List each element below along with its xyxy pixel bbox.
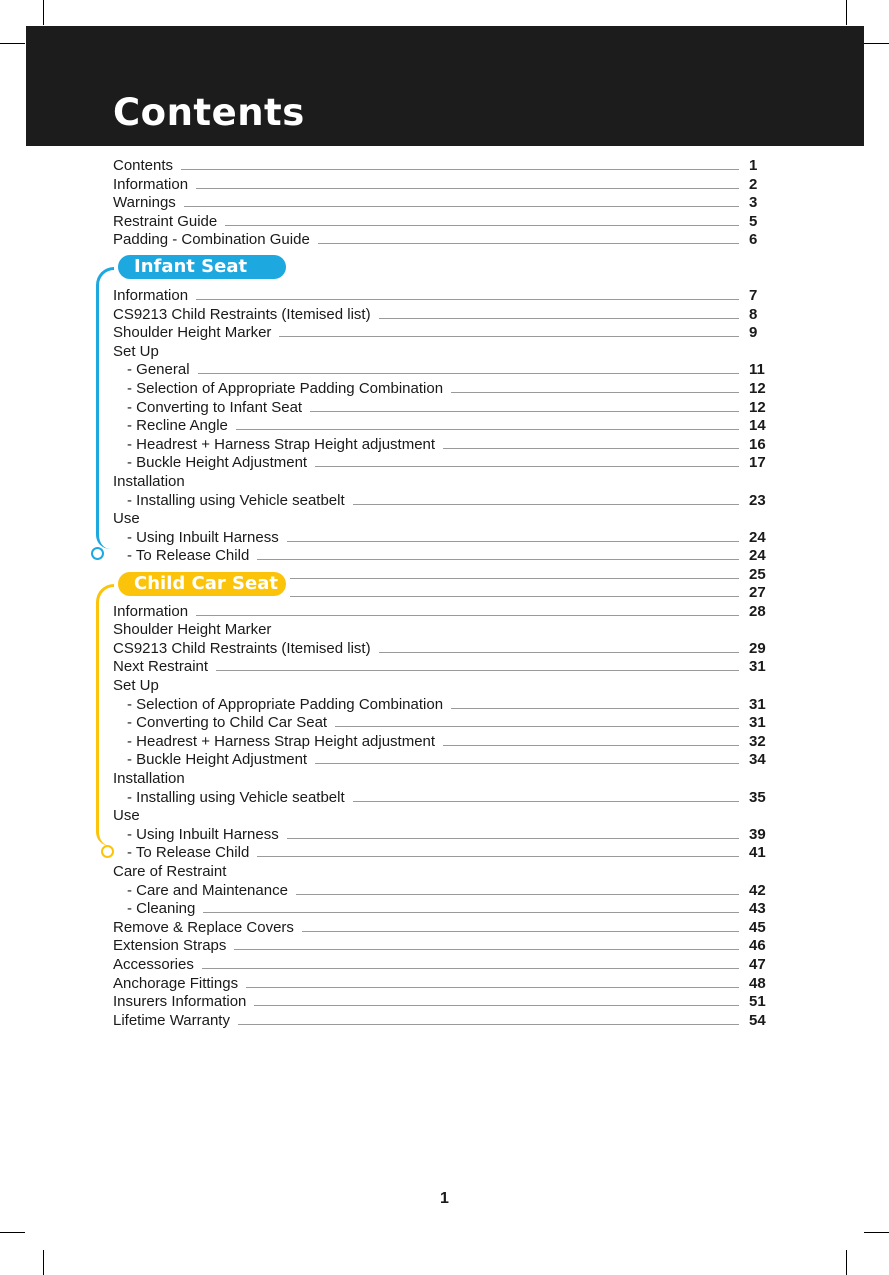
toc-entry[interactable]	[0, 547, 889, 565]
dot-leader	[196, 615, 739, 616]
toc-entry[interactable]	[0, 306, 889, 324]
toc-entry-label: Shoulder Height Marker	[113, 621, 277, 639]
dot-leader	[234, 949, 739, 950]
toc-entry[interactable]	[0, 677, 889, 695]
toc-entry-label: - Headrest + Harness Strap Height adjustment	[127, 436, 441, 454]
toc-entry-label: Lifetime Warranty	[113, 1012, 236, 1030]
toc-entry-page-number: 24	[749, 547, 766, 565]
dot-leader	[315, 466, 739, 467]
toc-entry[interactable]	[0, 751, 889, 769]
toc-entry-page-number: 32	[749, 732, 766, 750]
dot-leader	[181, 169, 739, 170]
page-title: Contents	[113, 91, 305, 134]
toc-entry-label: Set Up	[113, 677, 165, 695]
toc-entry-page-number: 48	[749, 974, 766, 992]
toc-entry[interactable]	[0, 696, 889, 714]
dot-leader	[318, 243, 739, 244]
toc-entry-page-number: 35	[749, 788, 766, 806]
toc-entry-label: Contents	[113, 157, 179, 175]
toc-entry-label: Shoulder Height Marker	[113, 324, 277, 342]
child-car-seat-heading: Child Car Seat	[118, 572, 286, 596]
toc-entry[interactable]	[0, 584, 889, 602]
toc-entry-label: Set Up	[113, 343, 165, 361]
toc-entry[interactable]	[0, 529, 889, 547]
toc-entry-page-number: 51	[749, 993, 766, 1011]
toc-entry[interactable]	[0, 399, 889, 417]
toc-entry[interactable]	[0, 361, 889, 379]
toc-entry-page-number: 29	[749, 639, 766, 657]
dot-leader	[443, 745, 739, 746]
toc-entry[interactable]	[0, 621, 889, 639]
dot-leader	[216, 670, 739, 671]
toc-entry-page-number: 41	[749, 844, 766, 862]
toc-entry-page-number: 24	[749, 528, 766, 546]
toc-entry-page-number: 14	[749, 417, 766, 435]
toc-entry-label: - Selection of Appropriate Padding Combination	[127, 380, 449, 398]
toc-entry[interactable]	[0, 510, 889, 528]
dot-leader	[353, 504, 739, 505]
dot-leader	[196, 299, 739, 300]
toc-entry[interactable]	[0, 436, 889, 454]
toc-entry-page-number: 16	[749, 435, 766, 453]
toc-entry-label: Information	[113, 176, 194, 194]
dot-leader	[335, 726, 739, 727]
toc-entry-label: - Installing using Vehicle seatbelt	[127, 789, 351, 807]
toc-entry[interactable]	[0, 213, 889, 231]
page-number: 1	[440, 1190, 449, 1207]
toc-entry-label: - Using Inbuilt Harness	[127, 826, 285, 844]
toc-entry-label: Installation	[113, 473, 191, 491]
dot-leader	[379, 652, 739, 653]
dot-leader	[353, 801, 739, 802]
toc-entry-label: - Cleaning	[127, 900, 201, 918]
dot-leader	[184, 206, 739, 207]
toc-entry-label: Extension Straps	[113, 937, 232, 955]
toc-entry-label: Restraint Guide	[113, 213, 223, 231]
toc-entry[interactable]	[0, 789, 889, 807]
toc-entry-label: Installation	[113, 770, 191, 788]
toc-entry-label: - Using Inbuilt Harness	[127, 529, 285, 547]
toc-entry[interactable]	[0, 975, 889, 993]
toc-entry-page-number: 12	[749, 380, 766, 397]
dot-leader	[451, 708, 739, 709]
toc-entry-label: Accessories	[113, 956, 200, 974]
toc-entry[interactable]	[0, 194, 889, 212]
toc-entry-label: Insurers Information	[113, 993, 252, 1011]
toc-entry-page-number: 46	[749, 937, 766, 955]
toc-entry-page-number: 39	[749, 825, 766, 843]
toc-entry-label: Remove & Replace Covers	[113, 919, 300, 937]
toc-entry[interactable]	[0, 658, 889, 676]
toc-entry[interactable]	[0, 1012, 889, 1030]
toc-entry-label: - Buckle Height Adjustment	[127, 454, 313, 472]
dot-leader	[279, 336, 739, 337]
dot-leader	[287, 838, 739, 839]
toc-entry-page-number: 7	[749, 287, 758, 304]
toc-entry-page-number: 12	[749, 398, 766, 416]
toc-entry[interactable]	[0, 287, 889, 305]
toc-entry-label: - Installing using Vehicle seatbelt	[127, 492, 351, 510]
dot-leader	[315, 763, 739, 764]
toc-entry-page-number: 27	[749, 584, 766, 601]
toc-entry[interactable]	[0, 956, 889, 974]
toc-entry[interactable]	[0, 157, 889, 175]
dot-leader	[202, 968, 739, 969]
toc-entry-label: - Converting to Child Car Seat	[127, 714, 333, 732]
toc-entry[interactable]	[0, 882, 889, 900]
toc-entry-page-number: 31	[749, 695, 766, 713]
toc-entry[interactable]	[0, 603, 889, 621]
dot-leader	[257, 856, 739, 857]
toc-entry-page-number: 23	[749, 491, 766, 509]
toc-entry-page-number: 11	[749, 361, 765, 379]
toc-entry-label: Next Restraint	[113, 658, 214, 676]
toc-entry-label: CS9213 Child Restraints (Itemised list)	[113, 306, 377, 324]
dot-leader	[196, 188, 739, 189]
toc-entry-page-number: 25	[749, 566, 766, 583]
toc-entry-label: - Selection of Appropriate Padding Combination	[127, 696, 449, 714]
toc-entry-label: Warnings	[113, 194, 182, 212]
toc-entry-page-number: 45	[749, 918, 766, 936]
dot-leader	[379, 318, 739, 319]
toc-entry-page-number: 6	[749, 231, 758, 249]
toc-entry-page-number: 5	[749, 212, 758, 230]
toc-entry-label: - Care and Maintenance	[127, 882, 294, 900]
toc-entry-label: Use	[113, 807, 146, 825]
toc-entry-page-number: 43	[749, 900, 766, 918]
toc-entry[interactable]	[0, 770, 889, 788]
toc-entry-label: - To Release Child	[127, 547, 255, 565]
toc-entry[interactable]	[0, 863, 889, 881]
toc-entry[interactable]	[0, 380, 889, 398]
toc-entry-label: - Recline Angle	[127, 417, 234, 435]
toc-entry[interactable]	[0, 176, 889, 194]
toc-entry-label: - Headrest + Harness Strap Height adjustment	[127, 733, 441, 751]
toc-entry-label: Anchorage Fittings	[113, 975, 244, 993]
toc-entry-page-number: 28	[749, 602, 766, 620]
dot-leader	[238, 1024, 739, 1025]
dot-leader	[198, 373, 739, 374]
dot-leader	[443, 448, 739, 449]
toc-entry-label: Information	[113, 603, 194, 621]
infant-seat-heading: Infant Seat	[118, 255, 286, 279]
toc-entry-page-number: 2	[749, 175, 758, 193]
dot-leader	[254, 1005, 739, 1006]
toc-entry[interactable]	[0, 473, 889, 491]
toc-entry-label: - General	[127, 361, 196, 379]
dot-leader	[302, 931, 739, 932]
dot-leader	[310, 411, 739, 412]
toc-entry[interactable]	[0, 993, 889, 1011]
toc-entry[interactable]	[0, 937, 889, 955]
toc-entry[interactable]	[0, 231, 889, 249]
toc-entry-label: CS9213 Child Restraints (Itemised list)	[113, 640, 377, 658]
toc-entry-page-number: 1	[749, 157, 758, 174]
toc-entry[interactable]	[0, 640, 889, 658]
toc-entry-page-number: 8	[749, 305, 758, 323]
toc-entry-page-number: 9	[749, 324, 758, 342]
toc-entry-page-number: 31	[749, 714, 766, 732]
dot-leader	[290, 596, 739, 597]
dot-leader	[451, 392, 739, 393]
toc-entry-label: - To Release Child	[127, 844, 255, 862]
toc-entry-page-number: 47	[749, 956, 766, 973]
dot-leader	[290, 578, 739, 579]
toc-entry[interactable]	[0, 492, 889, 510]
toc-entry-label: Padding - Combination Guide	[113, 231, 316, 249]
toc-entry-page-number: 31	[749, 658, 766, 676]
dot-leader	[246, 987, 739, 988]
dot-leader	[236, 429, 739, 430]
toc-entry[interactable]	[0, 324, 889, 342]
toc-entry[interactable]	[0, 417, 889, 435]
toc-entry-label: - Converting to Infant Seat	[127, 399, 308, 417]
toc-entry-label: Information	[113, 287, 194, 305]
toc-entry-page-number: 54	[749, 1011, 766, 1029]
dot-leader	[287, 541, 739, 542]
toc-entry[interactable]	[0, 733, 889, 751]
toc-entry[interactable]	[0, 566, 889, 584]
dot-leader	[203, 912, 739, 913]
toc-entry[interactable]	[0, 454, 889, 472]
toc-entry-label: Use	[113, 510, 146, 528]
toc-entry[interactable]	[0, 714, 889, 732]
toc-entry[interactable]	[0, 807, 889, 825]
toc-entry[interactable]	[0, 343, 889, 361]
toc-entry[interactable]	[0, 919, 889, 937]
dot-leader	[225, 225, 739, 226]
toc-entry-page-number: 42	[749, 881, 766, 899]
toc-entry-page-number: 3	[749, 194, 758, 212]
dot-leader	[296, 894, 739, 895]
toc-entry-label: Care of Restraint	[113, 863, 232, 881]
toc-entry[interactable]	[0, 844, 889, 862]
toc-entry[interactable]	[0, 900, 889, 918]
toc-entry[interactable]	[0, 826, 889, 844]
dot-leader	[257, 559, 739, 560]
toc-entry-page-number: 17	[749, 454, 766, 472]
toc-entry-page-number: 34	[749, 751, 766, 769]
toc-entry-label: - Buckle Height Adjustment	[127, 751, 313, 769]
